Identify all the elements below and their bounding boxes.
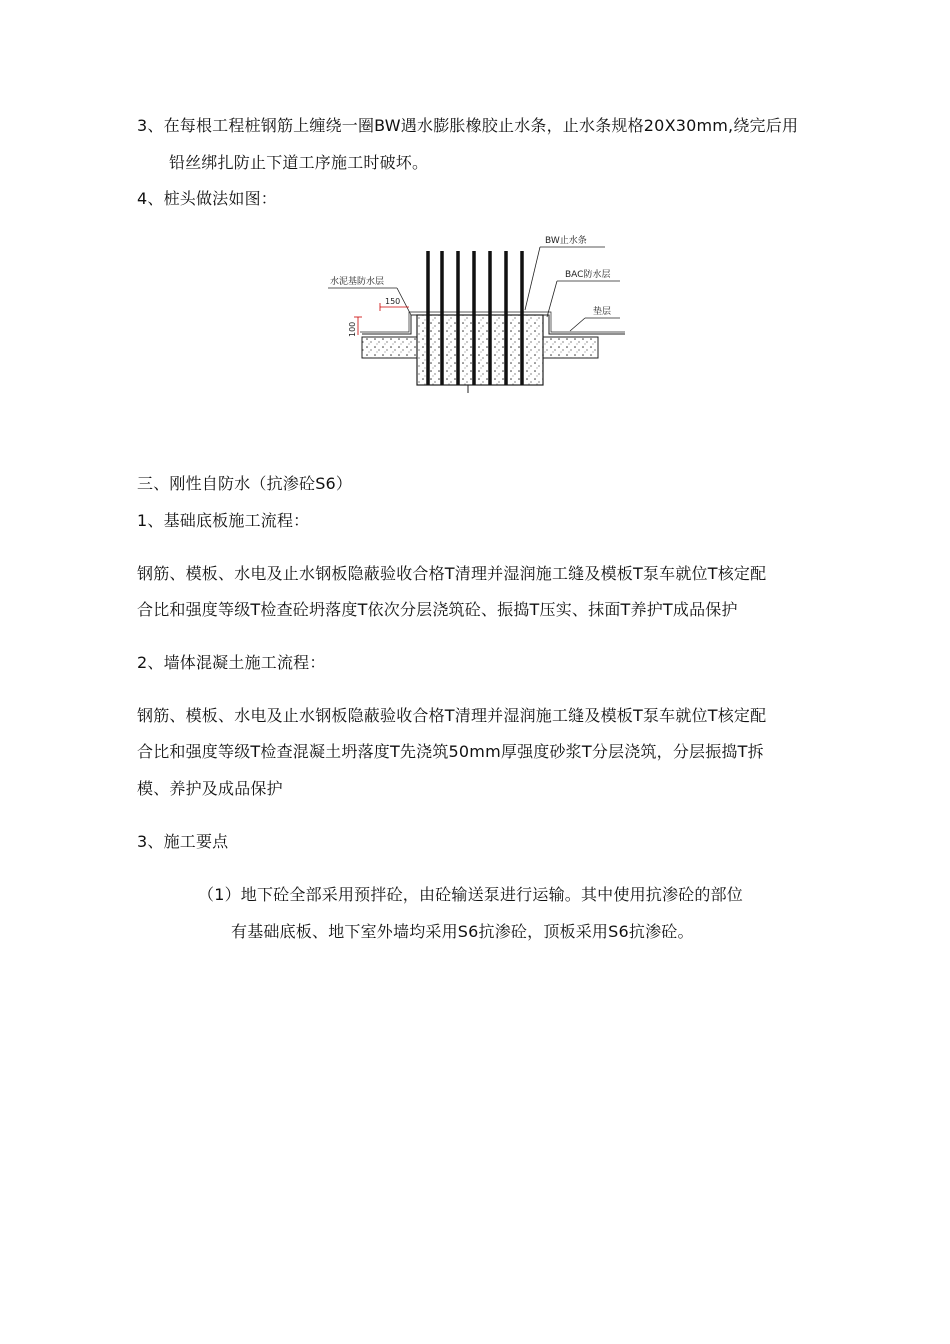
item2-line2: 合比和强度等级T检查混凝土坍落度T先浇筑50mm厚强度砂浆T分层浇筑，分层振捣T拆 (137, 742, 764, 761)
pile-body (417, 315, 543, 385)
item3-points-title: 3、施工要点 (137, 832, 229, 851)
pile-head-diagram (325, 225, 630, 395)
point1-line2: 有基础底板、地下室外墙均采用S6抗渗砼，顶板采用S6抗渗砼。 (231, 922, 694, 941)
dim-150: 150 (385, 297, 401, 306)
item1-line1: 钢筋、模板、水电及止水钢板隐蔽验收合格T清理并湿润施工缝及模板T泵车就位T核定配 (137, 564, 767, 583)
label-bw: BW止水条 (545, 236, 587, 246)
dim-100: 100 (348, 321, 357, 337)
item4-title: 4、桩头做法如图： (137, 189, 277, 208)
item1-line2: 合比和强度等级T检查砼坍落度T依次分层浇筑砼、振捣T压实、抹面T养护T成品保护 (137, 600, 738, 619)
item3-line2: 铅丝绑扎防止下道工序施工时破坏。 (169, 153, 429, 172)
item2-line1: 钢筋、模板、水电及止水钢板隐蔽验收合格T清理并湿润施工缝及模板T泵车就位T核定配 (137, 706, 767, 725)
item3-line1: 3、在每根工程桩钢筋上缠绕一圈BW遇水膨胀橡胶止水条，止水条规格20X30mm,绕完后用 (137, 116, 799, 135)
label-bac: BAC防水层 (565, 270, 611, 280)
pile-head-figure (325, 225, 630, 395)
label-cement: 水泥基防水层 (330, 277, 385, 287)
item2-line3: 模、养护及成品保护 (137, 779, 283, 798)
point1-line1: （1）地下砼全部采用预拌砼，由砼输送泵进行运输。其中使用抗渗砼的部位 (198, 885, 743, 904)
right-slab (543, 337, 598, 358)
label-cushion: 垫层 (593, 307, 612, 317)
section-three-heading: 三、刚性自防水（抗渗砼S6） (137, 474, 353, 493)
item1-title: 1、基础底板施工流程： (137, 511, 310, 530)
item2-title: 2、墙体混凝土施工流程： (137, 653, 326, 672)
left-slab (362, 337, 417, 358)
